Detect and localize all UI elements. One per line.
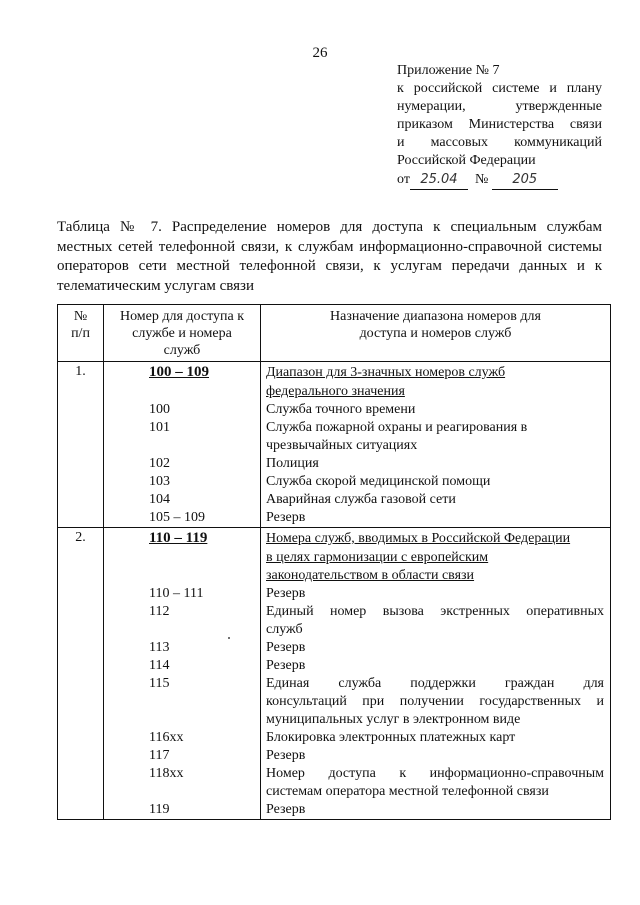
table-row — [58, 528, 611, 820]
table-header-row — [58, 305, 611, 362]
service-number: 110 – 111 — [149, 586, 204, 601]
handwritten-number: 205 — [492, 171, 558, 190]
spacer — [149, 549, 256, 567]
range-title: в целях гармонизации с европейским — [266, 550, 489, 565]
group-index: 2. — [58, 528, 104, 820]
scan-speck — [228, 637, 230, 639]
header-index — [58, 305, 104, 362]
appendix-header — [397, 62, 602, 190]
service-description: Аварийная служба газовой сети — [266, 492, 456, 507]
service-description: Блокировка электронных платежных карт — [266, 730, 516, 745]
from-label: от — [397, 172, 410, 187]
caption-line: местных сетей телефонной связи, к службам информационно-справочной системы — [57, 238, 602, 255]
group-descriptions — [261, 528, 611, 820]
order-date-line — [397, 171, 602, 190]
service-number: 104 — [149, 492, 170, 507]
group-index: 1. — [58, 362, 104, 528]
service-description: Единый номер вызова экстренных оперативных — [266, 604, 604, 619]
header-purpose — [261, 305, 611, 362]
spacer — [149, 383, 256, 401]
service-description: системам оператора местной телефонной связи — [266, 784, 549, 799]
numbers-table — [57, 304, 611, 820]
service-number: 100 — [149, 402, 170, 417]
header-text: Номер для доступа к — [119, 309, 245, 324]
table-row — [58, 362, 611, 528]
service-description: Служба пожарной охраны и реагирования в — [266, 420, 528, 435]
appendix-line: и массовых коммуникаций — [397, 135, 602, 150]
service-number: 102 — [149, 456, 170, 471]
appendix-line: приказом Министерства связи — [397, 117, 602, 132]
range-title: законодательством в области связи — [266, 568, 475, 583]
range-label: 100 – 109 — [149, 364, 209, 380]
service-description: Резерв — [266, 802, 306, 817]
service-number: 105 – 109 — [149, 510, 205, 525]
handwritten-date: 25.04 — [410, 171, 468, 190]
appendix-line: Российской Федерации — [397, 153, 536, 168]
spacer — [149, 621, 256, 639]
service-description: муниципальных услуг в электронном виде — [266, 712, 521, 727]
header-text: п/п — [71, 326, 90, 341]
caption-line: операторов сети местной телефонной связи, к услугам передачи данных и к — [57, 258, 602, 274]
number-label: № — [474, 172, 489, 187]
caption-line: телематическим услугам связи — [57, 277, 254, 294]
service-description: Полиция — [266, 456, 319, 471]
header-number — [104, 305, 261, 362]
range-title: Номера служб, вводимых в Российской Федерации — [266, 531, 571, 546]
spacer — [149, 567, 256, 585]
service-description: консультаций при получении государственных и — [266, 694, 604, 709]
caption-line: Таблица № 7. Распределение номеров для доступа к специальным службам — [57, 219, 602, 235]
appendix-line: к российской системе и плану — [397, 81, 602, 96]
service-description: Служба скорой медицинской помощи — [266, 474, 491, 489]
service-number: 118xx — [149, 766, 184, 781]
spacer — [149, 693, 256, 711]
service-number: 116xx — [149, 730, 184, 745]
service-description: Служба точного времени — [266, 402, 416, 417]
page-number: 26 — [312, 45, 328, 61]
group-descriptions — [261, 362, 611, 528]
service-number: 114 — [149, 658, 170, 673]
service-description: Резерв — [266, 748, 306, 763]
appendix-line: Приложение № 7 — [397, 63, 500, 78]
service-number: 103 — [149, 474, 170, 489]
range-title: Диапазон для 3-значных номеров служб — [266, 365, 506, 380]
service-description: Резерв — [266, 658, 306, 673]
range-label: 110 – 119 — [149, 530, 208, 546]
header-text: доступа и номеров служб — [359, 326, 512, 341]
service-description: Единая служба поддержки граждан для — [266, 676, 604, 691]
spacer — [149, 711, 256, 729]
header-text: служб — [163, 343, 201, 358]
service-description: Резерв — [266, 510, 306, 525]
service-number: 112 — [149, 604, 170, 619]
service-description: Резерв — [266, 640, 306, 655]
header-text: Назначение диапазона номеров для — [330, 309, 541, 324]
service-description: Резерв — [266, 586, 306, 601]
appendix-line: нумерации, утвержденные — [397, 99, 602, 114]
service-number: 119 — [149, 802, 170, 817]
header-text: службе и номера — [132, 326, 232, 341]
range-title: федерального значения — [266, 384, 405, 399]
spacer — [149, 437, 256, 455]
table-caption — [57, 218, 602, 296]
service-number: 117 — [149, 748, 170, 763]
group-numbers — [104, 528, 261, 820]
spacer — [149, 783, 256, 801]
service-description: чрезвычайных ситуациях — [266, 438, 418, 453]
service-number: 101 — [149, 420, 170, 435]
group-numbers — [104, 362, 261, 528]
service-description: служб — [266, 622, 303, 637]
service-number: 113 — [149, 640, 170, 655]
service-number: 115 — [149, 676, 170, 691]
service-description: Номер доступа к информационно-справочным — [266, 766, 604, 781]
header-text: № — [73, 309, 88, 324]
